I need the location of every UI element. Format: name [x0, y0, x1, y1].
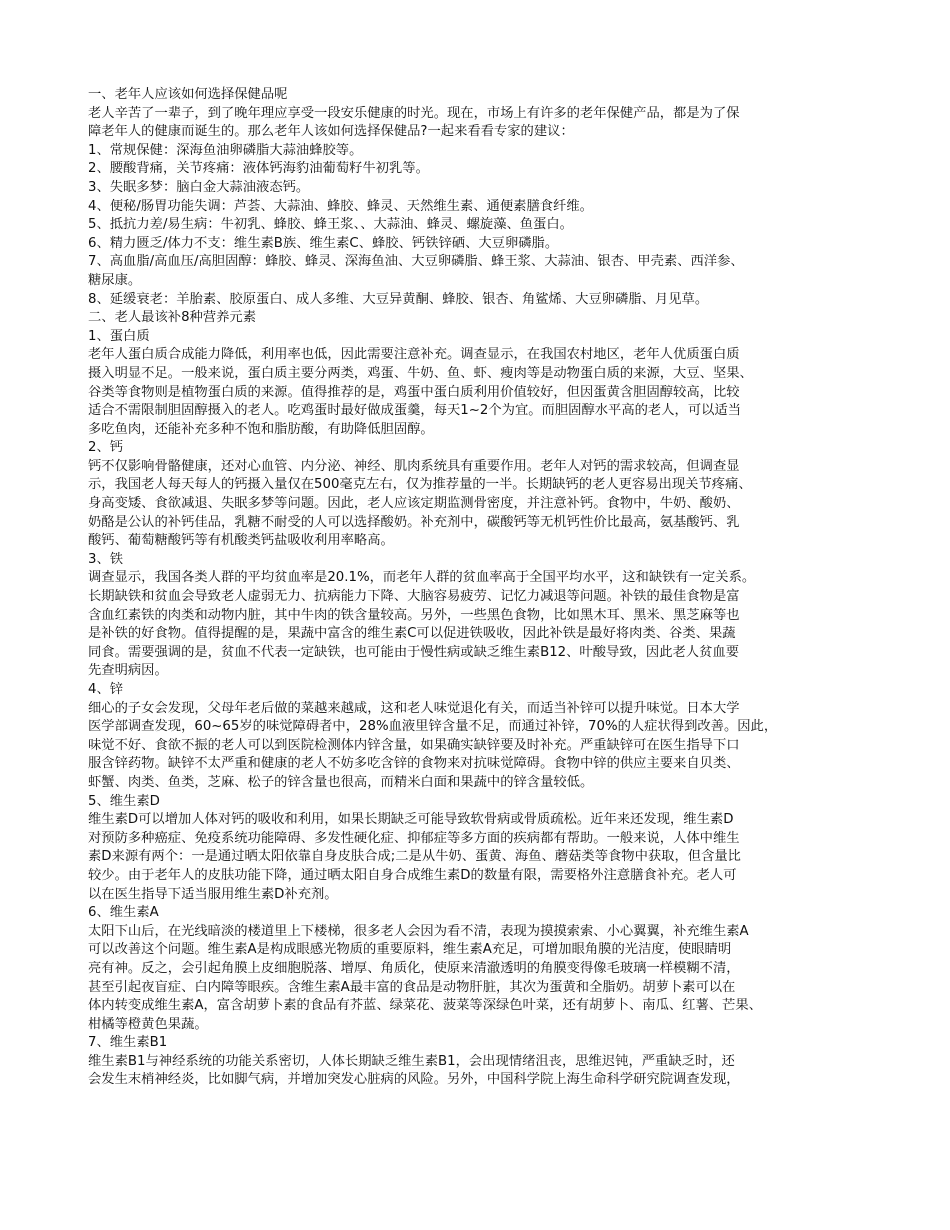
text-line: 维生素B1与神经系统的功能关系密切，人体长期缺乏维生素B1，会出现情绪沮丧，思维迟钝，严重缺乏时，还 — [88, 1053, 735, 1069]
text-line: 对预防多种癌症、免疫系统功能障碍、多发性硬化症、抑郁症等多方面的疾病都有帮助。一般来说，人体中维生 — [88, 830, 740, 846]
text-line: 奶酪是公认的补钙佳品，乳糖不耐受的人可以选择酸奶。补充剂中，碳酸钙等无机钙性价比最高，氨基酸钙、乳 — [88, 514, 740, 530]
text-line: 3、铁 — [88, 551, 124, 567]
text-line: 素D来源有两个：一是通过晒太阳依靠自身皮肤合成;二是从牛奶、蛋黄、海鱼、蘑菇类等食物中获取，但含量比 — [88, 849, 741, 865]
text-line: 虾蟹、肉类、鱼类，芝麻、松子的锌含量也很高，而精米白面和果蔬中的锌含量较低。 — [88, 774, 594, 790]
text-line: 味觉不好、食欲不振的老人可以到医院检测体内锌含量，如果确实缺锌要及时补充。严重缺锌可在医生指导下口 — [88, 737, 740, 753]
text-line: 5、维生素D — [88, 793, 160, 809]
text-line: 2、钙 — [88, 440, 124, 456]
text-line: 二、老人最该补8种营养元素 — [88, 310, 257, 326]
text-line: 长期缺铁和贫血会导致老人虚弱无力、抗病能力下降、大脑容易疲劳、记忆力减退等问题。补铁的最佳食物是富 — [88, 589, 740, 605]
text-line: 6、维生素A — [88, 905, 159, 921]
text-line: 先查明病因。 — [88, 663, 168, 679]
text-line: 医学部调查发现，60~65岁的味觉障碍者中，28%血液里锌含量不足，而通过补锌，70%的人症状得到改善。因此， — [88, 719, 778, 735]
text-line: 1、蛋白质 — [88, 328, 150, 344]
text-line: 8、延缓衰老：羊胎素、胶原蛋白、成人多维、大豆异黄酮、蜂胶、银杏、角鲨烯、大豆卵磷脂、月见草。 — [88, 291, 709, 307]
text-line: 身高变矮、食欲减退、失眠多梦等问题。因此，老人应该定期监测骨密度，并注意补钙。食物中，牛奶、酸奶、 — [88, 496, 740, 512]
text-line: 服含锌药物。缺锌不太严重和健康的老人不妨多吃含锌的食物来对抗味觉障碍。食物中锌的供应主要来自贝类、 — [88, 756, 740, 772]
text-line: 太阳下山后，在光线暗淡的楼道里上下楼梯，很多老人会因为看不清，表现为摸摸索索、小心翼翼，补充维生素A — [88, 923, 749, 939]
text-line: 同食。需要强调的是，贫血不代表一定缺铁，也可能由于慢性病或缺乏维生素B12、叶酸导致，因此老人贫血要 — [88, 644, 739, 660]
text-line: 钙不仅影响骨骼健康，还对心血管、内分泌、神经、肌肉系统具有重要作用。老年人对钙的需求较高，但调查显 — [88, 458, 740, 474]
text-line: 7、维生素B1 — [88, 1035, 168, 1051]
text-line: 糖尿康。 — [88, 272, 142, 288]
text-line: 4、便秘/肠胃功能失调：芦荟、大蒜油、蜂胶、蜂灵、天然维生素、通便素膳食纤维。 — [88, 198, 593, 214]
text-line: 1、常规保健：深海鱼油卵磷脂大蒜油蜂胶等。 — [88, 142, 363, 158]
text-line: 甚至引起夜盲症、白内障等眼疾。含维生素A最丰富的食品是动物肝脏，其次为蛋黄和全脂奶。胡萝卜素可以在 — [88, 979, 736, 995]
text-line: 3、失眠多梦：脑白金大蒜油液态钙。 — [88, 179, 310, 195]
text-line: 6、精力匮乏/体力不支：维生素B族、维生素C、蜂胶、钙铁锌硒、大豆卵磷脂。 — [88, 235, 559, 251]
text-line: 调查显示，我国各类人群的平均贫血率是20.1%，而老年人群的贫血率高于全国平均水平，这和缺铁有一定关系。 — [88, 570, 756, 586]
text-line: 老人辛苦了一辈子，到了晚年理应享受一段安乐健康的时光。现在，市场上有许多的老年保健产品，都是为了保 — [88, 105, 740, 121]
text-line: 酸钙、葡萄糖酸钙等有机酸类钙盐吸收利用率略高。 — [88, 533, 394, 549]
text-line: 亮有神。反之，会引起角膜上皮细胞脱落、增厚、角质化，使原来清澈透明的角膜变得像毛玻璃一样模糊不清， — [88, 960, 740, 976]
text-line: 一、老年人应该如何选择保健品呢 — [88, 87, 288, 102]
text-line: 2、腰酸背痛，关节疼痛：液体钙海豹油葡萄籽牛初乳等。 — [88, 161, 429, 177]
text-line: 柑橘等橙黄色果蔬。 — [88, 1016, 208, 1032]
text-line: 示，我国老人每天每人的钙摄入量仅在500毫克左右，仅为推荐量的一半。长期缺钙的老人更容易出现关节疼痛、 — [88, 477, 752, 493]
text-line: 多吃鱼肉，还能补充多种不饱和脂肪酸，有助降低胆固醇。 — [88, 421, 434, 437]
text-line: 老年人蛋白质合成能力降低，利用率也低，因此需要注意补充。调查显示，在我国农村地区，老年人优质蛋白质 — [88, 347, 740, 363]
text-line: 摄入明显不足。一般来说，蛋白质主要分两类，鸡蛋、牛奶、鱼、虾、瘦肉等是动物蛋白质的来源，大豆、坚果、 — [88, 365, 753, 381]
text-line: 较少。由于老年人的皮肤功能下降，通过晒太阳自身合成维生素D的数量有限，需要格外注意膳食补充。老人可 — [88, 867, 737, 883]
text-line: 体内转变成维生素A，富含胡萝卜素的食品有芥蓝、绿菜花、菠菜等深绿色叶菜，还有胡萝卜、南瓜、红薯、芒果、 — [88, 998, 762, 1014]
text-line: 细心的子女会发现，父母年老后做的菜越来越咸，这和老人味觉退化有关，而适当补锌可以提升味觉。日本大学 — [88, 700, 740, 716]
text-line: 4、锌 — [88, 682, 124, 697]
text-line: 是补铁的好食物。值得提醒的是，果蔬中富含的维生素C可以促进铁吸收，因此补铁是最好将肉类、谷类、果蔬 — [88, 626, 736, 642]
text-line: 7、高血脂/高血压/高胆固醇：蜂胶、蜂灵、深海鱼油、大豆卵磷脂、蜂王浆、大蒜油、银杏、甲壳素、西洋参、 — [88, 254, 744, 270]
text-line: 5、抵抗力差/易生病：牛初乳、蜂胶、蜂王浆、、大蒜油、蜂灵、螺旋藻、鱼蛋白。 — [88, 217, 573, 233]
text-line: 含血红素铁的肉类和动物内脏，其中牛肉的铁含量较高。另外，一些黑色食物，比如黑木耳、黑米、黑芝麻等也 — [88, 607, 740, 623]
text-line: 以在医生指导下适当服用维生素D补充剂。 — [88, 886, 338, 902]
text-line: 维生素D可以增加人体对钙的吸收和利用，如果长期缺乏可能导致软骨病或骨质疏松。近年来还发现，维生素D — [88, 812, 734, 828]
text-line: 谷类等食物则是植物蛋白质的来源。值得推荐的是，鸡蛋中蛋白质利用价值较好，但因蛋黄含胆固醇较高，比较 — [88, 384, 740, 400]
text-line: 会发生末梢神经炎，比如脚气病，并增加突发心脏病的风险。另外，中国科学院上海生命科学研究院调查发现， — [88, 1072, 740, 1088]
text-line: 适合不需限制胆固醇摄入的老人。吃鸡蛋时最好做成蛋羹，每天1~2个为宜。而胆固醇水平高的老人，可以适当 — [88, 403, 742, 419]
text-line: 可以改善这个问题。维生素A是构成眼感光物质的重要原料，维生素A充足，可增加眼角膜的光洁度，使眼睛明 — [88, 942, 732, 958]
text-line: 障老年人的健康而诞生的。那么老年人该如何选择保健品?一起来看看专家的建议： — [88, 124, 574, 140]
